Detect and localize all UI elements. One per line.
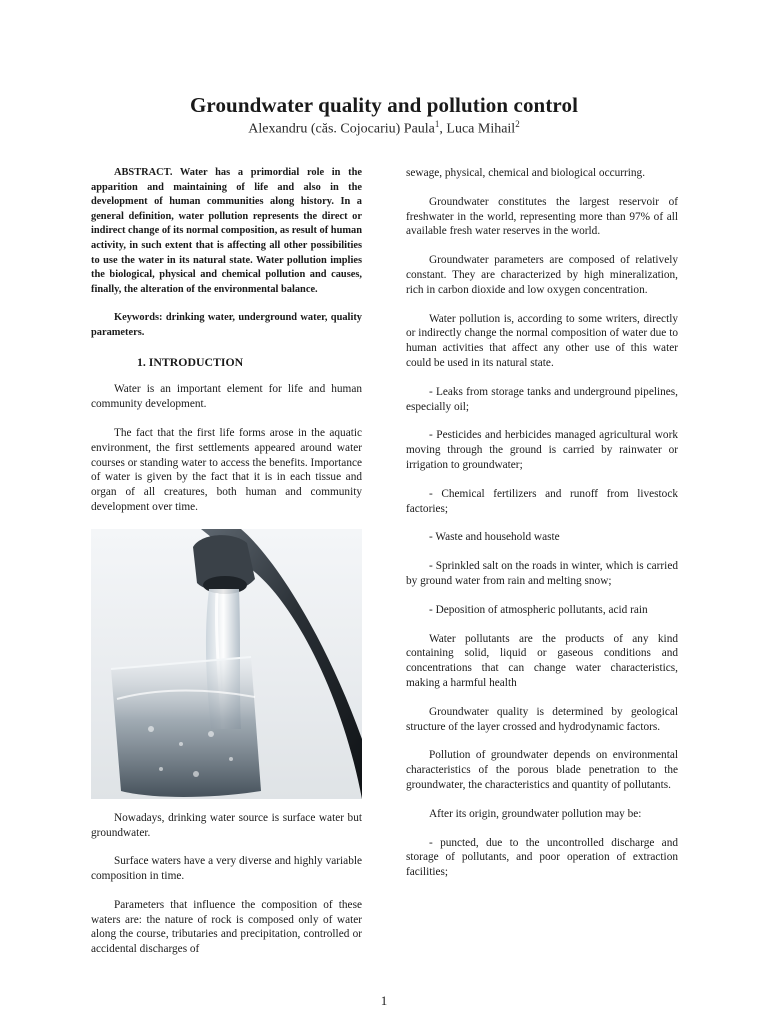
affiliation-marker-2: 2 (515, 119, 520, 129)
intro-paragraph-5: Parameters that influence the composition of these waters are: the nature of rock is composed only of water along the course, tributaries and precipitation, controlled or accidental discharges of (91, 898, 362, 956)
page-number: 1 (380, 993, 388, 1008)
right-column (406, 166, 678, 894)
author-names: Alexandru (căs. Cojocariu) Paula (248, 121, 435, 137)
groundwater-pollution-paragraph: Pollution of groundwater depends on environmental characteristics of the porous blade penetration to the groundwater, the characteristics and quantity of pollutants. (406, 749, 678, 791)
list-item-salt: - Sprinkled salt on the roads in winter, which is carried by ground water from rain and melting snow; (406, 560, 678, 587)
list-item-waste: - Waste and household waste (429, 531, 560, 544)
abstract: ABSTRACT. Water has a primordial role in the apparition and maintaining of life and also in the development of human communities along history. In a general definition, water pollution represents the direct or indirect change of its normal composition, as result of human activity, in such extent that is affecting all other possibilities to use the water in its natural state. Water pollution implies the biological, physical and chemical pollution and causes, finally, the alteration of the environmental balance. (91, 167, 362, 295)
list-item-puncted: - puncted, due to the uncontrolled discharge and storage of pollutants, and poor operation of extraction facilities; (406, 836, 678, 879)
intro-paragraph-2: The fact that the first life forms arose in the aquatic environment, the first settlements appeared around water courses or standing water to access the benefits. Importance of water is given by the fact that it is in each tissue and organ of all creatures, both human and community development over time. (91, 426, 362, 513)
paper-title: Groundwater quality and pollution control (189, 93, 579, 117)
continued-paragraph: sewage, physical, chemical and biological occurring. (406, 167, 646, 179)
left-column (91, 166, 362, 971)
intro-paragraph-1: Water is an important element for life and human community development. (91, 383, 362, 411)
pollution-origin-paragraph: After its origin, groundwater pollution may be: (429, 807, 642, 820)
groundwater-parameters-paragraph: Groundwater parameters are composed of relatively constant. They are characterized by high mineralization, rich in carbon dioxide and low oxygen concentration. (406, 254, 678, 296)
water-pollution-definition-paragraph: Water pollution is, according to some writers, directly or indirectly change the normal composition of water due to human activities that affect any other use of this water could be used in its natural state. (406, 312, 678, 369)
list-item-leaks: - Leaks from storage tanks and underground pipelines, especially oil; (406, 385, 678, 413)
keywords: Keywords: drinking water, underground water, quality parameters. (91, 312, 362, 338)
faucet-and-glass-illustration (91, 529, 362, 799)
water-pollutants-paragraph: Water pollutants are the products of any kind containing solid, liquid or gaseous conditions and concentrations that can change water characteristics, making a harmful health (406, 632, 678, 689)
intro-paragraph-4: Surface waters have a very diverse and highly variable composition in time. (91, 855, 362, 883)
groundwater-quality-paragraph: Groundwater quality is determined by geological structure of the layer crossed and hydrodynamic factors. (406, 705, 678, 733)
list-item-pesticides: - Pesticides and herbicides managed agricultural work moving through the ground is carried by rainwater or irrigation to groundwater; (406, 429, 678, 471)
groundwater-reservoir-paragraph: Groundwater constitutes the largest reservoir of freshwater in the world, representing more than 97% of all available fresh water reserves in the world. (406, 195, 678, 238)
second-author: , Luca Mihail (439, 121, 516, 137)
affiliation-marker-1: 1 (434, 119, 440, 129)
list-item-fertilizers: - Chemical fertilizers and runoff from livestock factories; (406, 487, 678, 515)
author-line (0, 119, 768, 138)
water-glass-photo (91, 529, 362, 799)
section-heading-introduction: 1. INTRODUCTION (137, 354, 244, 369)
intro-paragraph-3: Nowadays, drinking water source is surface water but groundwater. (91, 811, 362, 839)
list-item-atmospheric: - Deposition of atmospheric pollutants, acid rain (429, 603, 648, 616)
